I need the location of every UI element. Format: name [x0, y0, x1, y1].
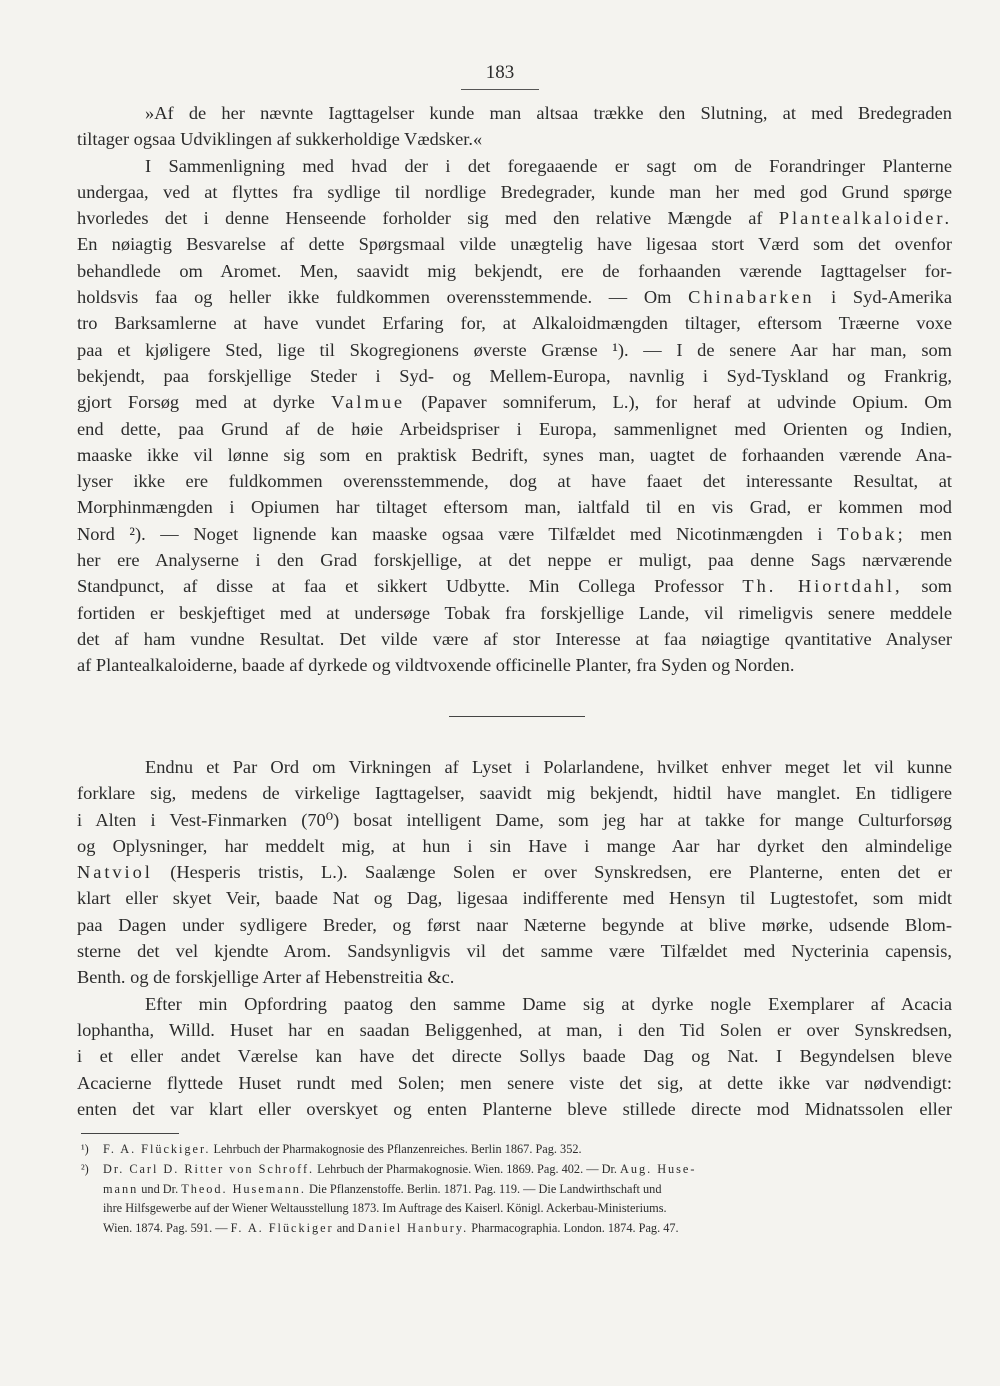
- text-segment: som: [921, 576, 952, 597]
- text-segment: holdsvis faa og heller ikke fuldkommen overensstemmende. — Om: [77, 287, 672, 308]
- footnote-1: [81, 1140, 961, 1160]
- footnote-text: Pharmacographia. London. 1874. Pag. 47.: [471, 1221, 679, 1236]
- text-line: her ere Analyserne i den Grad forskjellige, at det neppe er muligt, paa denne Sags nærværende: [77, 550, 952, 571]
- text-segment: Standpunct, af disse at faa et sikkert Udbytte. Min Collega Professor: [77, 576, 724, 597]
- text-line: tro Barksamlerne at have vundet Erfaring for, at Alkaloidmængden tiltager, eftersom Træerne voxe: [77, 313, 952, 334]
- text-segment: (Hesperis tristis, L.). Saalænge Solen er over Synskredsen, ere Planterne, enten det er: [170, 862, 952, 883]
- text-segment: i Syd-Amerika: [831, 287, 952, 308]
- footnote-author: Theod. Husemann.: [181, 1181, 306, 1196]
- text-line: end dette, paa Grund af de høie Arbeidspriser i Europa, sammenlignet med Orienten og Indien,: [77, 418, 952, 439]
- footnote-text: and: [336, 1221, 355, 1236]
- text-line: i Alten i Vest-Finmarken (70⁰) bosat intelligent Dame, som jeg har at takke for mange Culturforsøg: [77, 809, 952, 830]
- text-segment: Nord ²). — Noget lignende kan maaske ogsaa være Tilfældet med Nicotinmængden i: [77, 523, 823, 544]
- spaced-term: Chinabarken: [688, 287, 815, 308]
- text-line: enten det var klart eller overskyet og enten Planterne bleve stillede directe mod Midnatssolen eller: [77, 1098, 952, 1119]
- footnote-text: und Dr.: [141, 1181, 179, 1196]
- text-line: af Plantealkaloiderne, baade af dyrkede og vildtvoxende officinelle Planter, fra Syden og Norden.: [77, 655, 795, 676]
- footnote-author: Dr. Carl D. Ritter von Schroff.: [103, 1161, 315, 1176]
- text-line: Acacierne flyttede Huset rundt med Solen; men senere viste det sig, at dette ikke var nødvendigt:: [77, 1072, 952, 1093]
- text-line: lophantha, Willd. Huset har en saadan Beliggenhed, at man, i den Tid Solen er over Synskredsen,: [77, 1019, 952, 1040]
- section-separator: [449, 716, 585, 717]
- page-number: 183: [485, 62, 515, 83]
- text-line: forklare sig, medens de virkelige Iagttagelser, saavidt mig bekjendt, hidtil have manglet. En tidligere: [77, 783, 952, 804]
- text-line: [77, 284, 952, 310]
- footnote-author: F. A. Flückiger: [230, 1221, 334, 1236]
- footnote-2-line-2: [81, 1180, 961, 1200]
- footnote-2-line-4: [81, 1219, 961, 1239]
- spaced-term: Tobak;: [837, 523, 906, 544]
- footnote-text: Lehrbuch der Pharmakognosie. Wien. 1869. Pag. 402. — Dr.: [317, 1161, 617, 1176]
- text-line: »Af de her nævnte Iagttagelser kunde man altsaa trække den Slutning, at med Bredegraden: [145, 103, 952, 123]
- text-line: fortiden er beskjeftiget med at undersøge Tobak fra forskjellige Lande, vil rimeligvis senere meddele: [77, 602, 952, 623]
- text-line: [77, 205, 952, 231]
- text-segment: men: [920, 523, 952, 544]
- text-line: undergaa, ved at flyttes fra sydlige til nordlige Bredegrader, kunde man her med god Grund spørge: [77, 181, 952, 202]
- text-line: [77, 389, 952, 415]
- footnote-rule: [81, 1133, 179, 1134]
- footnote-author: Daniel Hanbury.: [357, 1221, 469, 1236]
- body-text-section-2: [77, 754, 952, 1122]
- page-number-rule: [461, 89, 539, 90]
- text-line: Morphinmængden i Opiumen har tiltaget eftersom man, ialtfald til en vis Grad, er kommen mod: [77, 497, 952, 518]
- text-segment: (Papaver somniferum, L.), for heraf at udvinde Opium. Om: [421, 392, 952, 413]
- text-line: [77, 859, 952, 885]
- text-line: [77, 573, 952, 599]
- text-line: behandlede om Aromet. Men, saavidt mig bekjendt, ere de forhaanden værende Iagttagelser for-: [77, 260, 952, 281]
- text-line: lyser ikke ere fuldkommen overensstemmende, dog at have faaet det interessante Resultat, at: [77, 471, 952, 492]
- footnote-text: Die Pflanzenstoffe. Berlin. 1871. Pag. 119. — Die Landwirthschaft und: [309, 1181, 662, 1196]
- footnote-author: F. A. Flückiger.: [103, 1142, 211, 1156]
- footnote-2: [81, 1160, 961, 1180]
- text-line: Endnu et Par Ord om Virkningen af Lyset i Polarlandene, hvilket enhver meget let vil kunne: [145, 757, 952, 777]
- footnote-marker: ¹): [81, 1142, 89, 1156]
- text-line: sterne det vel kjendte Arom. Sandsynligvis vil det samme være Tilfældet med Nycterinia capensis,: [77, 941, 952, 962]
- body-text-section-1: [77, 100, 952, 679]
- text-line: paa et kjøligere Sted, lige til Skogregionens øverste Grænse ¹). — I de senere Aar har man, som: [77, 339, 952, 360]
- footnotes: [81, 1140, 961, 1239]
- spaced-term: Natviol: [77, 862, 153, 883]
- text-line: og Oplysninger, har meddelt mig, at hun i sin Have i mange Aar har dyrket den almindelige: [77, 835, 952, 856]
- footnote-author: mann: [103, 1181, 139, 1196]
- footnote-2-line-3: ihre Hilfsgewerbe auf der Wiener Weltausstellung 1873. Im Auftrage des Kaiserl. Königl. Ackerbau-Ministeriums.: [103, 1201, 667, 1216]
- text-line: det af ham vundne Resultat. Det vilde være af stor Interesse at faa nøiagtige qvantitative Analyser: [77, 628, 952, 649]
- text-line: paa Dagen under sydligere Breder, og først naar Næterne begynde at blive mørke, udsende Blom-: [77, 914, 952, 935]
- text-line: i et eller andet Værelse kan have det directe Sollys baade Dag og Nat. I Begyndelsen bleve: [77, 1046, 952, 1067]
- text-line: Benth. og de forskjellige Arter af Hebenstreitia &c.: [77, 967, 455, 988]
- text-line: bekjendt, paa forskjellige Steder i Syd- og Mellem-Europa, navnlig i Syd-Tyskland og Frankrig,: [77, 365, 952, 386]
- text-line: [77, 521, 952, 547]
- text-line: maaske ikke vil lønne sig som en praktisk Bedrift, synes man, uagtet de forhaanden værende Ana-: [77, 444, 952, 465]
- spaced-term: Th. Hiortdahl,: [742, 576, 903, 597]
- text-segment: gjort Forsøg med at dyrke: [77, 392, 315, 413]
- text-segment: hvorledes det i denne Henseende forholder sig med den relative Mængde af: [77, 208, 763, 229]
- text-line: klart eller skyet Veir, baade Nat og Dag, ligesaa indifferente med Hensyn til Lugtestofet, som midt: [77, 888, 952, 909]
- footnote-marker: ²): [81, 1161, 89, 1176]
- spaced-term: Valmue: [331, 392, 405, 413]
- text-line: tiltager ogsaa Udviklingen af sukkerholdige Vædsker.«: [77, 129, 483, 150]
- footnote-text: Lehrbuch der Pharmakognosie des Pflanzenreiches. Berlin 1867. Pag. 352.: [213, 1142, 582, 1156]
- footnote-text: Wien. 1874. Pag. 591. —: [103, 1221, 228, 1236]
- text-line: I Sammenligning med hvad der i det foregaaende er sagt om de Forandringer Planterne: [145, 155, 952, 176]
- text-line: En nøiagtig Besvarelse af dette Spørgsmaal vilde unægtelig have ligesaa stort Værd som det ovenfor: [77, 234, 952, 255]
- text-line: Efter min Opfordring paatog den samme Dame sig at dyrke nogle Exemplarer af Acacia: [145, 993, 952, 1014]
- spaced-term: Plantealkaloider.: [778, 208, 952, 229]
- footnote-author: Aug. Huse-: [620, 1161, 697, 1176]
